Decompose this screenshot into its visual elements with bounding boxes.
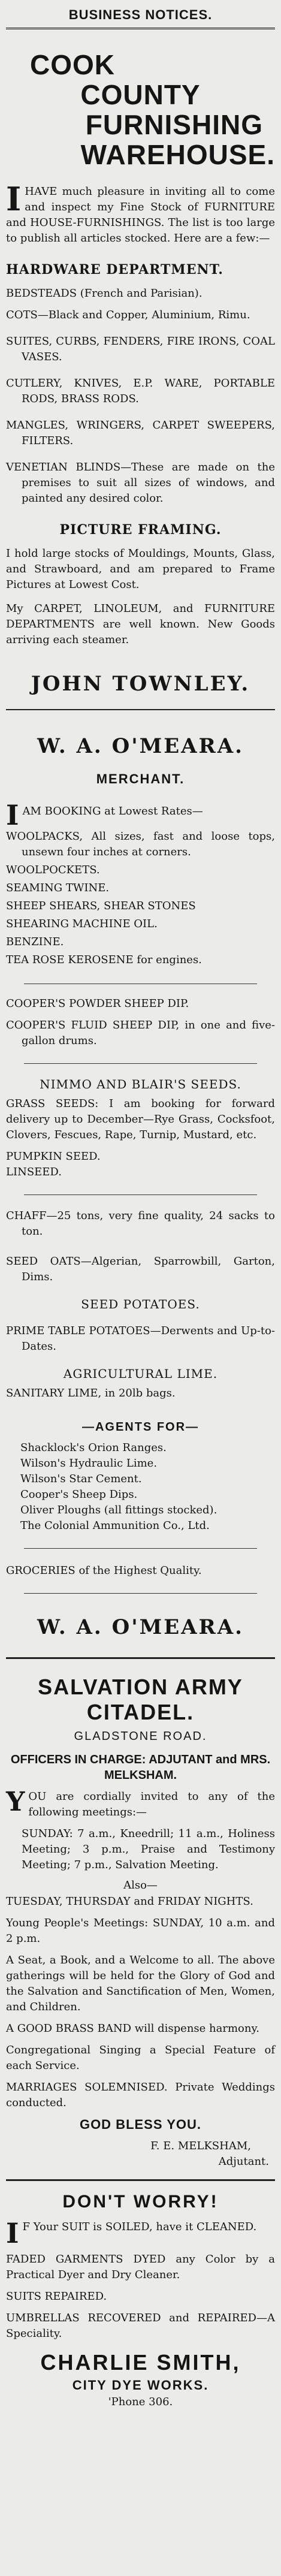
also-label: Also— [123, 1879, 158, 1892]
cook-title-line-3: FURNISHING [85, 109, 263, 140]
potatoes-heading: SEED POTATOES. [81, 1297, 200, 1311]
divider [6, 709, 275, 710]
wool-item-kerosene: TEA ROSE KEROSENE for engines. [6, 954, 202, 966]
agent-item: Wilson's Hydraulic Lime. [20, 1457, 158, 1470]
framing-text: I hold large stocks of Mouldings, Mounts, Glass, and Strawboard, and am prepared to Frame Pictures at Lowest Cost. [6, 547, 275, 591]
city-dye-works: CITY DYE WORKS. [72, 2378, 209, 2393]
wool-items [6, 829, 275, 968]
cook-title-line-2: COUNTY [80, 79, 201, 110]
wool-item-twine: SEAMING TWINE. [6, 882, 110, 894]
agent-item: Wilson's Star Cement. [20, 1473, 142, 1485]
marriages-text: MARRIAGES SOLEMNISED. Private Weddings conducted. [6, 2081, 275, 2109]
booking-dropcap: I [6, 799, 19, 831]
carpet-text: My CARPET, LINOLEUM, and FURNITURE DEPARTMENTS are well known. New Goods arriving each steamer. [6, 602, 275, 646]
agents-heading: —AGENTS FOR— [81, 1420, 200, 1434]
suit-dropcap: I [6, 2217, 19, 2249]
singing-text: Congregational Singing a Special Feature of each Service. [6, 2044, 275, 2072]
city-dye-works-ad [6, 2192, 275, 2408]
seeds-text: GRASS SEEDS: I am booking for forward delivery up to December—Rye Grass, Cocksfoot, Clovers, Fescues, Rape, Turnip, Mustard, etc. [6, 1097, 275, 1141]
omeara-footer-name: W. A. O'MEARA. [37, 1615, 244, 1639]
omeara-role: MERCHANT. [96, 771, 185, 786]
lime-heading: AGRICULTURAL LIME. [63, 1367, 218, 1381]
salvation-address: GLADSTONE ROAD. [74, 1730, 207, 1743]
suit-intro [6, 2219, 275, 2247]
wool-item-woolpockets: WOOLPOCKETS. [6, 864, 100, 876]
cook-item-bedsteads: BEDSTEADS (French and Parisian). [6, 287, 203, 300]
cook-title-line-4: WAREHOUSE. [80, 139, 275, 170]
seeds-pumpkin: PUMPKIN SEED. [6, 1150, 101, 1163]
divider [24, 1548, 257, 1549]
suits-repaired-text: SUITS REPAIRED. [6, 2290, 107, 2303]
signature-title: Adjutant. [218, 2155, 269, 2168]
john-townley-signature: JOHN TOWNLEY. [31, 672, 250, 696]
cook-intro-dropcap: I [6, 180, 22, 218]
cook-item-cutlery: CUTLERY, KNIVES, E.P. WARE, PORTABLE RODS, BRASS RODS. [6, 377, 275, 405]
framing-heading: PICTURE FRAMING. [59, 522, 222, 538]
page-header: BUSINESS NOTICES. [6, 7, 275, 29]
seat-welcome-text: A Seat, a Book, and a Welcome to all. The above gatherings will be held for the Glory of God and the Salvation and Sanctification of Men, Women, and Children. [6, 1954, 275, 2013]
signature-name: F. E. MELKSHAM, [150, 2140, 251, 2152]
wool-item-oil: SHEARING MACHINE OIL. [6, 918, 158, 930]
cook-intro-text: HAVE much pleasure in inviting all to come and inspect my Fine Stock of FURNITURE and HOUSE-FURNISHINGS. The list is too large to publish all articles stocked. Here are a few:— [6, 185, 275, 245]
cook-intro [6, 180, 275, 252]
booking-intro [6, 801, 275, 829]
invite-text: OU are cordially invited to any of the following meetings:— [28, 1790, 275, 1818]
divider [6, 1657, 275, 1659]
prime-potatoes-text: PRIME TABLE POTATOES—Derwents and Up-to-Dates. [6, 1325, 275, 1353]
seeds-heading: NIMMO AND BLAIR'S SEEDS. [40, 1077, 241, 1091]
wool-item-benzine: BENZINE. [6, 936, 64, 948]
sanitary-lime-text: SANITARY LIME, in 20lb bags. [6, 1387, 176, 1399]
chaff-text: CHAFF—25 tons, very fine quality, 24 sacks to ton. [6, 1209, 275, 1238]
cook-item-blinds: VENETIAN BLINDS—These are made on the premises to suit all sizes of windows, and painted any desired color. [6, 461, 275, 505]
dip-fluid: COOPER'S FLUID SHEEP DIP, in one and five-gallon drums. [6, 1019, 275, 1047]
oats-text: SEED OATS—Algerian, Sparrowbill, Garton, Dims. [6, 1255, 275, 1283]
groceries-text: GROCERIES of the Highest Quality. [6, 1564, 202, 1577]
salvation-invite [6, 1789, 275, 1826]
god-bless-you: GOD BLESS YOU. [79, 2117, 202, 2132]
wool-item-shears: SHEEP SHEARS, SHEAR STONES [6, 900, 196, 912]
suit-text: F Your SUIT is SOILED, have it CLEANED. [22, 2221, 257, 2233]
phone-number: 'Phone 306. [108, 2396, 173, 2408]
faded-garments-text: FADED GARMENTS DYED any Color by a Practical Dyer and Dry Cleaner. [6, 2253, 275, 2281]
salvation-army-ad [6, 1675, 275, 2170]
dont-worry-headline: DON'T WORRY! [62, 2192, 219, 2212]
invite-dropcap: Y [6, 1787, 25, 1817]
cook-county-ad [6, 50, 275, 696]
cook-item-cots: COTS—Black and Copper, Aluminium, Rimu. [6, 309, 250, 321]
booking-text: AM BOOKING at Lowest Rates— [22, 805, 203, 818]
agent-item: Cooper's Sheep Dips. [20, 1488, 138, 1501]
divider [24, 1593, 257, 1594]
divider [6, 2179, 275, 2181]
notices-column [6, 0, 275, 2408]
seeds-linseed: LINSEED. [6, 1166, 62, 1178]
cook-item-mangles: MANGLES, WRINGERS, CARPET SWEEPERS, FILTERS. [6, 419, 275, 447]
omeara-name: W. A. O'MEARA. [37, 734, 244, 758]
wool-item-woolpacks: WOOLPACKS, All sizes, fast and loose tops, unsewn four inches at corners. [6, 830, 275, 858]
salvation-title-line-1: SALVATION ARMY [38, 1675, 243, 1699]
dip-powder: COOPER'S POWDER SHEEP DIP. [6, 997, 189, 1010]
hardware-heading: HARDWARE DEPARTMENT. [6, 262, 223, 277]
sunday-meetings: SUNDAY: 7 a.m., Kneedrill; 11 a.m., Holiness Meeting; 3 p.m., Praise and Testimony Meeting; 7 p.m., Salvation Meeting. [22, 1827, 275, 1871]
agent-item: Oliver Ploughs (all fittings stocked). [20, 1504, 217, 1516]
divider [24, 1063, 257, 1064]
cook-title-line-1: COOK [30, 49, 115, 80]
weekday-meetings: TUESDAY, THURSDAY and FRIDAY NIGHTS. [6, 1895, 253, 1908]
agent-item: The Colonial Ammunition Co., Ltd. [20, 1519, 210, 1532]
charlie-smith-name: CHARLIE SMITH, [40, 2350, 241, 2375]
brass-band-text: A GOOD BRASS BAND will dispense harmony. [6, 2022, 259, 2035]
agent-item: Shacklock's Orion Ranges. [20, 1441, 167, 1454]
cook-item-suites: SUITES, CURBS, FENDERS, FIRE IRONS, COAL VASES. [6, 335, 275, 363]
agents-list [6, 1440, 275, 1534]
omeara-ad [6, 734, 275, 1639]
umbrellas-text: UMBRELLAS RECOVERED and REPAIRED—A Speciality. [6, 2312, 275, 2340]
young-people-meetings: Young People's Meetings: SUNDAY, 10 a.m. and 2 p.m. [6, 1917, 275, 1945]
salvation-officers: OFFICERS IN CHARGE: ADJUTANT and MRS. MELKSHAM. [10, 1753, 271, 1782]
salvation-title-line-2: CITADEL. [86, 1700, 195, 1724]
